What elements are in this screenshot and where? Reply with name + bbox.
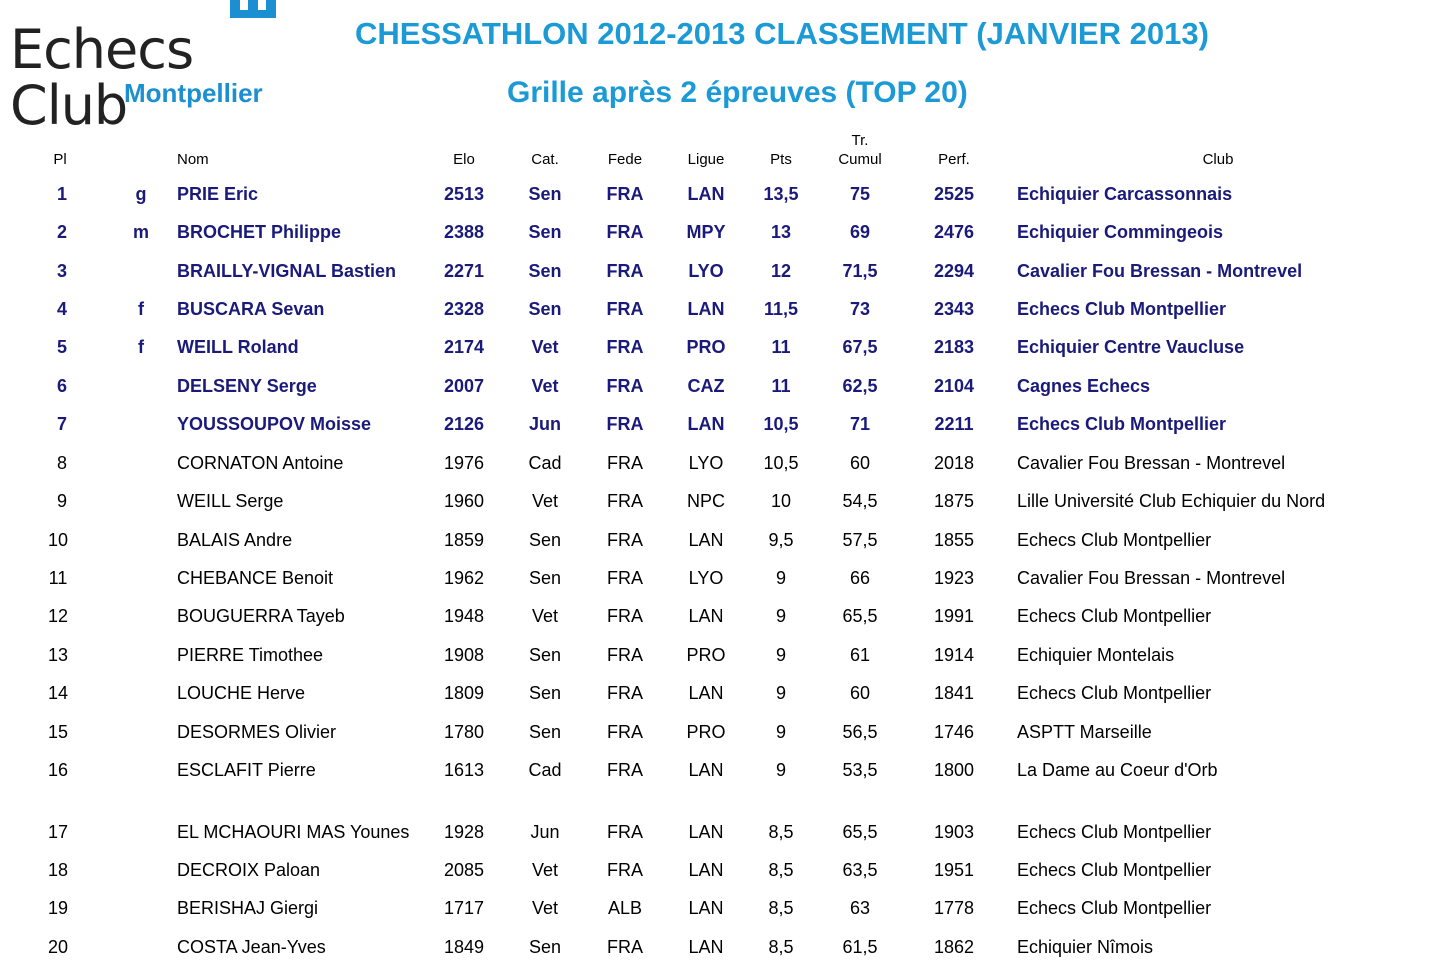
- cell-fede: FRA: [607, 860, 643, 880]
- cell-elo: 2388: [443, 222, 485, 242]
- cell-pts: 11,5: [763, 299, 799, 319]
- cell-cumul: 71,5: [842, 261, 878, 281]
- cell-pl: 6: [56, 376, 68, 396]
- cell-cat: Sen: [528, 937, 562, 957]
- cell-pl: 10: [47, 530, 69, 550]
- cell-nom: DECROIX Paloan: [177, 860, 321, 880]
- cell-cumul: 61,5: [842, 937, 878, 957]
- cell-cumul: 61: [849, 645, 871, 665]
- cell-fede: FRA: [607, 530, 643, 550]
- cell-cumul: 66: [849, 568, 871, 588]
- cell-ligue: LAN: [687, 184, 725, 204]
- cell-pl: 8: [56, 453, 68, 473]
- cell-cumul: 67,5: [842, 337, 878, 357]
- cell-ligue: MPY: [686, 222, 726, 242]
- cell-pl: 3: [56, 261, 68, 281]
- cell-cat: Vet: [531, 376, 559, 396]
- cell-pts: 10: [770, 491, 792, 511]
- cell-cat: Cad: [528, 760, 562, 780]
- cell-pl: 11: [48, 568, 68, 588]
- header-elo: Elo: [453, 151, 475, 168]
- cell-fede: FRA: [606, 414, 644, 434]
- cell-ligue: LAN: [688, 822, 724, 842]
- cell-fede: FRA: [606, 376, 644, 396]
- cell-fede: FRA: [607, 491, 643, 511]
- cell-elo: 1960: [443, 491, 485, 511]
- cell-cat: Vet: [531, 606, 559, 626]
- cell-fede: FRA: [607, 937, 643, 957]
- cell-nom: WEILL Roland: [177, 337, 299, 357]
- cell-pts: 10,5: [763, 453, 799, 473]
- cell-cat: Vet: [531, 337, 559, 357]
- cell-elo: 1717: [443, 898, 485, 918]
- cell-nom: PIERRE Timothee: [177, 645, 324, 665]
- cell-nom: WEILL Serge: [177, 491, 284, 511]
- cell-pl: 18: [47, 860, 69, 880]
- cell-cat: Sen: [528, 683, 562, 703]
- cell-pts: 10,5: [763, 414, 799, 434]
- cell-ligue: CAZ: [687, 376, 725, 396]
- cell-elo: 2126: [443, 414, 485, 434]
- cell-cumul: 53,5: [842, 760, 878, 780]
- cell-cat: Sen: [528, 722, 562, 742]
- cell-cumul: 65,5: [842, 606, 878, 626]
- cell-cat: Vet: [531, 898, 559, 918]
- cell-pl: 14: [47, 683, 69, 703]
- cell-club: Echecs Club Montpellier: [1017, 898, 1212, 918]
- cell-ligue: LAN: [688, 860, 724, 880]
- cell-perf: 2104: [933, 376, 975, 396]
- cell-cumul: 56,5: [842, 722, 878, 742]
- cell-pts: 9: [775, 760, 787, 780]
- cell-cumul: 63,5: [842, 860, 878, 880]
- cell-club: Echecs Club Montpellier: [1017, 683, 1212, 703]
- cell-elo: 1859: [443, 530, 485, 550]
- cell-pts: 12: [770, 261, 792, 281]
- cell-nom: ESCLAFIT Pierre: [177, 760, 316, 780]
- cell-ligue: LAN: [688, 760, 724, 780]
- cell-club: Echiquier Carcassonnais: [1017, 184, 1233, 204]
- cell-pl: 13: [47, 645, 69, 665]
- cell-nom: CORNATON Antoine: [177, 453, 344, 473]
- header-fede: Fede: [607, 151, 643, 168]
- cell-fede: FRA: [606, 222, 644, 242]
- cell-cat: Vet: [531, 491, 559, 511]
- cell-elo: 2271: [443, 261, 485, 281]
- cell-cumul: 60: [849, 453, 871, 473]
- cell-club: Cavalier Fou Bressan - Montrevel: [1017, 568, 1286, 588]
- cell-title: m: [132, 222, 150, 242]
- cell-perf: 1746: [933, 722, 975, 742]
- cell-nom: BERISHAJ Giergi: [177, 898, 319, 918]
- cell-pts: 8,5: [768, 937, 794, 957]
- cell-perf: 1923: [933, 568, 975, 588]
- cell-club: Echecs Club Montpellier: [1017, 299, 1227, 319]
- cell-elo: 1928: [443, 822, 485, 842]
- cell-fede: FRA: [607, 760, 643, 780]
- cell-perf: 2343: [933, 299, 975, 319]
- cell-pts: 8,5: [768, 860, 794, 880]
- cell-elo: 2085: [443, 860, 485, 880]
- cell-club: Echecs Club Montpellier: [1017, 414, 1227, 434]
- cell-ligue: LAN: [688, 683, 724, 703]
- cell-perf: 1875: [933, 491, 975, 511]
- cell-cat: Sen: [528, 530, 562, 550]
- cell-fede: FRA: [607, 453, 643, 473]
- header-club: Club: [1202, 151, 1234, 168]
- cell-perf: 2018: [933, 453, 975, 473]
- cell-cumul: 69: [849, 222, 871, 242]
- cell-club: Echiquier Centre Vaucluse: [1017, 337, 1245, 357]
- cell-nom: DELSENY Serge: [177, 376, 317, 396]
- cell-club: Echecs Club Montpellier: [1017, 606, 1212, 626]
- cell-pl: 1: [56, 184, 68, 204]
- cell-nom: BUSCARA Sevan: [177, 299, 325, 319]
- cell-club: Echiquier Nîmois: [1017, 937, 1154, 957]
- cell-ligue: PRO: [686, 645, 726, 665]
- cell-cumul: 60: [849, 683, 871, 703]
- cell-cat: Cad: [528, 453, 562, 473]
- cell-perf: 1903: [933, 822, 975, 842]
- cell-nom: DESORMES Olivier: [177, 722, 337, 742]
- header-cumul: Cumul: [838, 151, 882, 168]
- cell-club: Echiquier Montelais: [1017, 645, 1175, 665]
- cell-cumul: 63: [849, 898, 871, 918]
- cell-ligue: LAN: [688, 606, 724, 626]
- cell-fede: FRA: [607, 606, 643, 626]
- cell-pl: 5: [56, 337, 68, 357]
- cell-pl: 17: [47, 822, 69, 842]
- cell-perf: 1991: [933, 606, 975, 626]
- cell-elo: 1849: [443, 937, 485, 957]
- logo-sub-text: Montpellier: [124, 78, 263, 108]
- cell-pl: 4: [56, 299, 68, 319]
- cell-nom: YOUSSOUPOV Moisse: [177, 414, 372, 434]
- cell-perf: 1914: [933, 645, 975, 665]
- cell-pts: 9: [775, 683, 787, 703]
- cell-ligue: LYO: [688, 568, 724, 588]
- header-cat: Cat.: [531, 151, 559, 168]
- cell-cumul: 71: [849, 414, 871, 434]
- cell-pts: 8,5: [768, 898, 794, 918]
- cell-nom: COSTA Jean-Yves: [177, 937, 326, 957]
- cell-club: Echecs Club Montpellier: [1017, 530, 1212, 550]
- cell-nom: BRAILLY-VIGNAL Bastien: [177, 261, 397, 281]
- header-ligue: Ligue: [687, 151, 725, 168]
- cell-nom: BROCHET Philippe: [177, 222, 342, 242]
- cell-pl: 2: [56, 222, 68, 242]
- cell-pts: 9: [775, 722, 787, 742]
- cell-perf: 2183: [933, 337, 975, 357]
- cell-pts: 11: [771, 376, 791, 396]
- cell-pl: 16: [47, 760, 69, 780]
- cell-elo: 2513: [443, 184, 485, 204]
- cell-nom: PRIE Eric: [177, 184, 259, 204]
- cell-perf: 1800: [933, 760, 975, 780]
- cell-elo: 1948: [443, 606, 485, 626]
- page-subtitle: Grille après 2 épreuves (TOP 20): [507, 76, 968, 109]
- cell-elo: 1780: [443, 722, 485, 742]
- cell-perf: 1841: [933, 683, 975, 703]
- cell-perf: 2294: [933, 261, 975, 281]
- cell-ligue: NPC: [686, 491, 726, 511]
- cell-club: La Dame au Coeur d'Orb: [1017, 760, 1218, 780]
- cell-ligue: LYO: [688, 261, 724, 281]
- cell-pts: 11: [771, 337, 791, 357]
- header-tr: Tr.: [851, 132, 869, 149]
- cell-cat: Sen: [528, 299, 562, 319]
- cell-fede: FRA: [606, 299, 644, 319]
- cell-cumul: 57,5: [842, 530, 878, 550]
- cell-pts: 13: [770, 222, 792, 242]
- cell-ligue: LAN: [688, 898, 724, 918]
- cell-elo: 1976: [443, 453, 485, 473]
- cell-perf: 1951: [933, 860, 975, 880]
- cell-nom: BALAIS Andre: [177, 530, 293, 550]
- cell-cumul: 54,5: [842, 491, 878, 511]
- cell-cat: Jun: [530, 822, 560, 842]
- cell-nom: EL MCHAOURI MAS Younes: [177, 822, 410, 842]
- cell-perf: 2525: [933, 184, 975, 204]
- cell-club: Lille Université Club Echiquier du Nord: [1017, 491, 1326, 511]
- page-title: CHESSATHLON 2012-2013 CLASSEMENT (JANVIER 2013): [355, 16, 1209, 51]
- cell-ligue: LYO: [688, 453, 724, 473]
- cell-title: g: [135, 184, 147, 204]
- cell-cumul: 65,5: [842, 822, 878, 842]
- cell-ligue: PRO: [686, 337, 726, 357]
- header-pts: Pts: [770, 151, 792, 168]
- cell-nom: LOUCHE Herve: [177, 683, 306, 703]
- cell-elo: 2007: [443, 376, 485, 396]
- cell-perf: 2476: [933, 222, 975, 242]
- logo-main-text: Echecs Club: [10, 18, 194, 137]
- cell-club: ASPTT Marseille: [1017, 722, 1152, 742]
- cell-pts: 9: [775, 568, 787, 588]
- cell-fede: FRA: [607, 645, 643, 665]
- cell-cat: Sen: [528, 568, 562, 588]
- cell-ligue: PRO: [686, 722, 726, 742]
- cell-title: f: [138, 337, 144, 357]
- cell-pl: 12: [47, 606, 69, 626]
- cell-club: Cagnes Echecs: [1017, 376, 1151, 396]
- cell-club: Echecs Club Montpellier: [1017, 860, 1212, 880]
- cell-ligue: LAN: [688, 937, 724, 957]
- cell-perf: 1855: [933, 530, 975, 550]
- cell-ligue: LAN: [688, 530, 724, 550]
- cell-cat: Sen: [528, 261, 562, 281]
- cell-pl: 15: [47, 722, 69, 742]
- header-pl: Pl: [53, 151, 67, 168]
- cell-ligue: LAN: [687, 414, 725, 434]
- cell-fede: FRA: [606, 184, 644, 204]
- cell-cat: Sen: [528, 222, 562, 242]
- header-nom: Nom: [177, 151, 209, 168]
- header-perf: Perf.: [938, 151, 970, 168]
- cell-fede: FRA: [607, 822, 643, 842]
- cell-pts: 9,5: [768, 530, 794, 550]
- cell-cumul: 73: [849, 299, 871, 319]
- cell-pl: 7: [56, 414, 68, 434]
- cell-nom: CHEBANCE Benoit: [177, 568, 334, 588]
- cell-elo: 2174: [443, 337, 485, 357]
- cell-cumul: 62,5: [842, 376, 878, 396]
- cell-elo: 1908: [443, 645, 485, 665]
- cell-club: Cavalier Fou Bressan - Montrevel: [1017, 453, 1286, 473]
- cell-nom: BOUGUERRA Tayeb: [177, 606, 345, 626]
- cell-pts: 9: [775, 606, 787, 626]
- cell-ligue: LAN: [687, 299, 725, 319]
- cell-elo: 1962: [443, 568, 485, 588]
- cell-pts: 13,5: [763, 184, 799, 204]
- cell-elo: 2328: [443, 299, 485, 319]
- cell-fede: FRA: [607, 683, 643, 703]
- cell-perf: 2211: [934, 414, 974, 434]
- cell-pts: 9: [775, 645, 787, 665]
- cell-pl: 19: [47, 898, 69, 918]
- cell-cat: Sen: [528, 645, 562, 665]
- cell-perf: 1778: [933, 898, 975, 918]
- cell-pl: 20: [47, 937, 69, 957]
- cell-club: Echiquier Commingeois: [1017, 222, 1224, 242]
- cell-fede: FRA: [607, 722, 643, 742]
- cell-club: Echecs Club Montpellier: [1017, 822, 1212, 842]
- cell-perf: 1862: [933, 937, 975, 957]
- cell-fede: FRA: [606, 261, 644, 281]
- cell-elo: 1809: [443, 683, 485, 703]
- cell-fede: ALB: [607, 898, 643, 918]
- cell-elo: 1613: [443, 760, 485, 780]
- cell-pts: 8,5: [768, 822, 794, 842]
- cell-pl: 9: [56, 491, 68, 511]
- cell-cat: Vet: [531, 860, 559, 880]
- cell-title: f: [138, 299, 144, 319]
- cell-cat: Jun: [528, 414, 562, 434]
- cell-fede: FRA: [606, 337, 644, 357]
- cell-fede: FRA: [607, 568, 643, 588]
- cell-cumul: 75: [849, 184, 871, 204]
- cell-cat: Sen: [528, 184, 562, 204]
- cell-club: Cavalier Fou Bressan - Montrevel: [1017, 261, 1303, 281]
